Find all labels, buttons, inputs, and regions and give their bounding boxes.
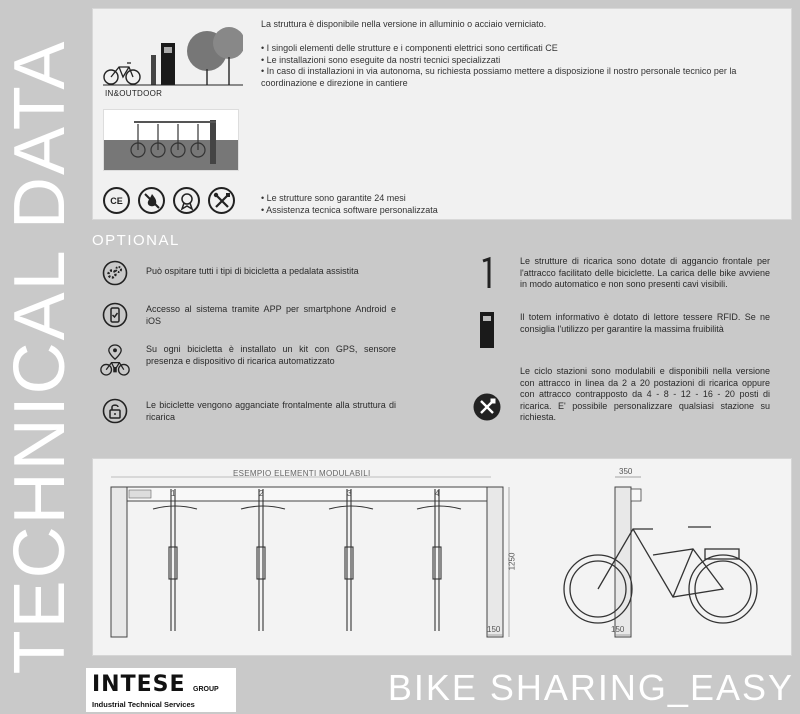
example-modules-label: ESEMPIO ELEMENTI MODULABILI [233, 469, 371, 478]
slot-number: 2 [259, 489, 264, 498]
ce-mark-icon: CE [103, 187, 130, 214]
warranty-bullet: • Le strutture sono garantite 24 mesi [261, 193, 406, 203]
dock-hook-icon [470, 256, 504, 290]
optional-item [100, 396, 396, 426]
feature-text: Le ciclo stazioni sono modulabili e disponibili nella versione con attracco in linea da 2 a 20 postazioni di ricarica oppure con attracco contrapposto da 4 - 8 - 12 - 16 - 20 posti di ricarica. E' possibile personalizzare qualsiasi stazione su richiesta. [520, 366, 770, 422]
feature-text: Le strutture di ricarica sono dotate di aggancio frontale per l'attracco facilitato delle biciclette. La carica delle bike avviene in modo automatico e non sono presenti cavi visibili. [520, 256, 770, 289]
height-dimension: 1250 [507, 552, 517, 571]
top-info-panel [92, 8, 792, 220]
optional-item-text: Accesso al sistema tramite APP per smartphone Android e iOS [146, 304, 396, 326]
optional-item-text: Su ogni bicicletta è installato un kit con GPS, sensore presenza e dispositivo di ricarica automatizzato [146, 344, 396, 366]
logo-tagline: Industrial Technical Services [92, 700, 195, 709]
in-outdoor-illustration [103, 21, 243, 96]
no-fire-icon [138, 187, 165, 214]
logo-wordmark: INTESE [92, 672, 186, 697]
assistance-bullet: • Assistenza tecnica software personalizzata [261, 204, 438, 215]
side-title-text: TECHNICAL DATA [0, 39, 80, 675]
company-logo [86, 668, 236, 712]
modular-station-drawing [93, 459, 793, 657]
product-title: BIKE SHARING_EASY [387, 667, 794, 708]
footer [80, 664, 800, 714]
gears-icon [100, 258, 130, 288]
feature-text: Il totem informativo è dotato di lettore tessere RFID. Se ne consiglia l'utilizzo per garantire la massima fruibilità [520, 312, 770, 334]
certification-icons [103, 187, 235, 214]
slot-number: 4 [435, 489, 440, 498]
in-outdoor-label: IN&OUTDOOR [105, 89, 163, 98]
material-paragraph: La struttura è disponibile nella versione in alluminio o acciaio verniciato. [261, 19, 547, 29]
certified-quality-icon [173, 187, 200, 214]
side-width-dimension: 350 [619, 467, 633, 476]
feature-item [470, 256, 770, 291]
slot-number: 1 [171, 489, 176, 498]
optional-item [100, 340, 396, 380]
feature-item [470, 366, 770, 424]
station-photo [103, 109, 239, 171]
autonomous-install-bullet: • In caso di installazioni in via autonoma, su richiesta possiamo mettere a disposizione il nostro personale tecnico per la coordinazione e direzione in cantiere [261, 66, 737, 88]
side-title [0, 0, 80, 714]
optional-item [100, 300, 396, 330]
optional-heading: OPTIONAL [92, 232, 180, 249]
modular-tools-icon [470, 392, 504, 422]
gps-bike-icon [100, 340, 130, 380]
logo-group-text: GROUP [193, 686, 219, 693]
optional-item [100, 258, 396, 288]
lock-icon [100, 396, 130, 426]
totem-icon [470, 312, 504, 348]
front-base-dimension: 150 [487, 625, 501, 634]
slot-number: 3 [347, 489, 352, 498]
bike-station-trees-icon [103, 21, 243, 91]
smartphone-check-icon [100, 300, 130, 330]
optional-item-text: Può ospitare tutti i tipi di bicicletta a pedalata assistita [146, 266, 359, 276]
technical-drawing-panel [92, 458, 792, 656]
certification-bullet: • I singoli elementi delle strutture e i componenti elettrici sono certificati CE [261, 43, 558, 53]
optional-item-text: Le biciclette vengono agganciate frontalmente alla struttura di ricarica [146, 400, 396, 422]
side-base-dimension: 150 [611, 625, 625, 634]
installation-bullet: • Le installazioni sono eseguite da nostri tecnici specializzati [261, 54, 501, 65]
feature-item [470, 312, 770, 348]
tools-icon [208, 187, 235, 214]
